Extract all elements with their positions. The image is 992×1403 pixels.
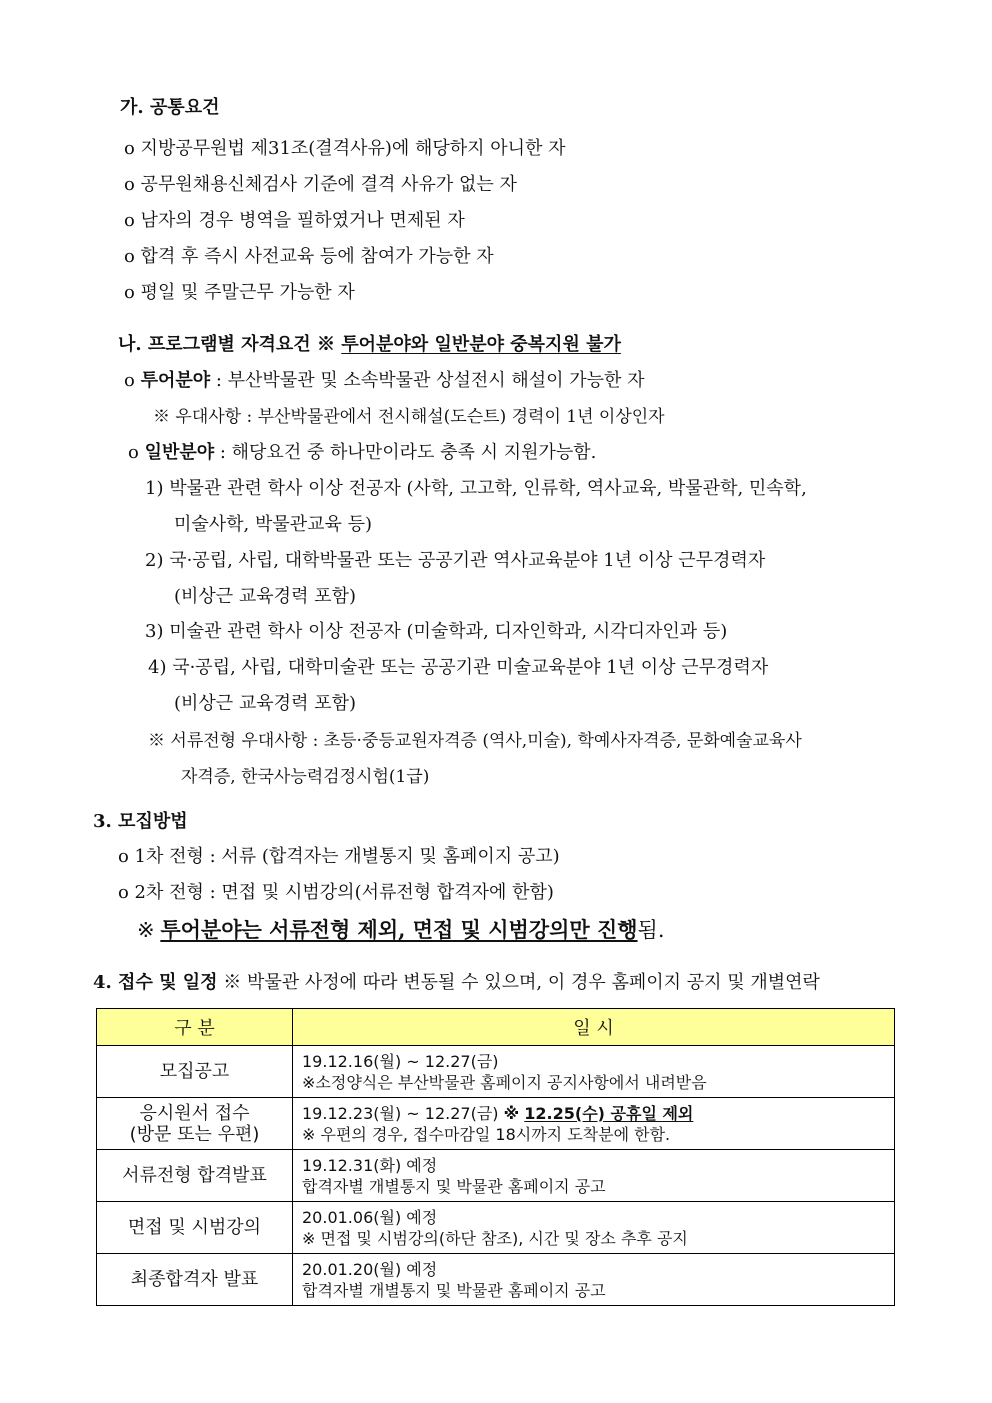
- table-row: [97, 1098, 895, 1150]
- section-3-title: 3. 모집방법: [93, 811, 188, 832]
- row-detail: [293, 1150, 895, 1202]
- list-item: (비상근 교육경력 포함): [174, 693, 356, 714]
- table-row: [97, 1202, 895, 1254]
- row-detail-line1: 19.12.31(화) 예정: [302, 1155, 438, 1175]
- row-detail-line2: ※ 면접 및 시범강의(하단 참조), 시간 및 장소 추후 공지: [302, 1228, 688, 1248]
- tour-text: : 부산박물관 및 소속박물관 상설전시 해설이 가능한 자: [215, 370, 645, 391]
- list-item: o 공무원채용신체검사 기준에 결격 사유가 없는 자: [124, 174, 517, 195]
- row-detail-line1: 20.01.06(월) 예정: [302, 1207, 438, 1227]
- table-row: [97, 1150, 895, 1202]
- row-detail-line1: 19.12.16(월) ~ 12.27(금): [302, 1051, 499, 1071]
- row-detail: [293, 1254, 895, 1306]
- section-3-note-main: 투어분야는 서류전형 제외, 면접 및 시범강의만 진행: [160, 917, 638, 942]
- tour-requirement: [124, 369, 645, 393]
- list-item: o 지방공무원법 제31조(결격사유)에 해당하지 아니한 자: [124, 138, 566, 159]
- row-detail: [293, 1202, 895, 1254]
- holiday-note: 12.25(수) 공휴일 제외: [524, 1103, 694, 1123]
- list-item: 자격증, 한국사능력검정시험(1급): [181, 767, 430, 787]
- row-label: 최종합격자 발표: [97, 1254, 293, 1306]
- table-row: [97, 1254, 895, 1306]
- list-item: o 1차 전형 : 서류 (합격자는 개별통지 및 홈페이지 공고): [118, 846, 560, 867]
- row-detail: [293, 1046, 895, 1098]
- schedule-table: [96, 1008, 895, 1306]
- section-3-note: [137, 916, 665, 946]
- list-item: o 합격 후 즉시 사전교육 등에 참여가 가능한 자: [124, 246, 494, 267]
- general-requirement: [128, 441, 596, 465]
- note-mark: ※: [316, 334, 335, 355]
- list-item: o 2차 전형 : 면접 및 시범강의(서류전형 합격자에 한함): [118, 882, 554, 903]
- general-label: 일반분야: [144, 442, 215, 463]
- tour-label: 투어분야: [140, 370, 211, 391]
- tour-preference: ※ 우대사항 : 부산박물관에서 전시해설(도슨트) 경력이 1년 이상인자: [153, 407, 665, 427]
- list-item: 미술사학, 박물관교육 등): [174, 514, 373, 535]
- section-na-title: [118, 333, 621, 357]
- section-4-title: 4. 접수 및 일정: [93, 972, 218, 993]
- row-detail-line2: 합격자별 개별통지 및 박물관 홈페이지 공고: [302, 1280, 606, 1300]
- row-label: 모집공고: [97, 1046, 293, 1098]
- section-4-heading: [93, 971, 820, 995]
- list-item: o 남자의 경우 병역을 필하였거나 면제된 자: [124, 210, 465, 231]
- list-item: (비상근 교육경력 포함): [174, 586, 356, 607]
- list-item: 1) 박물관 관련 학사 이상 전공자 (사학, 고고학, 인류학, 역사교육, 박물관학, 민속학,: [145, 478, 807, 499]
- row-label-line1: 응시원서 접수: [139, 1102, 250, 1124]
- section-na-note: 투어분야와 일반분야 중복지원 불가: [341, 334, 621, 355]
- row-label: [97, 1098, 293, 1150]
- table-header-datetime: 일 시: [293, 1009, 895, 1046]
- section-ga-title: 가. 공통요건: [120, 97, 220, 118]
- section-4-note: ※ 박물관 사정에 따라 변동될 수 있으며, 이 경우 홈페이지 공지 및 개별연락: [223, 972, 820, 993]
- table-header-category: 구 분: [97, 1009, 293, 1046]
- note-mark: ※: [137, 918, 155, 942]
- row-detail-line2: ※ 우편의 경우, 접수마감일 18시까지 도착분에 한함.: [302, 1124, 671, 1144]
- row-label: 서류전형 합격발표: [97, 1150, 293, 1202]
- list-item: 2) 국·공립, 사립, 대학박물관 또는 공공기관 역사교육분야 1년 이상 근무경력자: [145, 550, 766, 571]
- section-3-note-tail: 됨.: [637, 918, 665, 942]
- row-detail-line1: 20.01.20(월) 예정: [302, 1259, 438, 1279]
- row-detail-line2: 합격자별 개별통지 및 박물관 홈페이지 공고: [302, 1176, 606, 1196]
- row-detail-line2: ※소정양식은 부산박물관 홈페이지 공지사항에서 내려받음: [302, 1072, 707, 1092]
- general-text: : 해당요건 중 하나만이라도 충족 시 지원가능함.: [219, 442, 597, 463]
- table-header-row: [97, 1009, 895, 1046]
- table-row: [97, 1046, 895, 1098]
- note-mark: ※: [503, 1103, 520, 1123]
- list-item: ※ 서류전형 우대사항 : 초등·중등교원자격증 (역사,미술), 학예사자격증, 문화예술교육사: [148, 731, 802, 751]
- list-item: 3) 미술관 관련 학사 이상 전공자 (미술학과, 디자인학과, 시각디자인과 등): [145, 621, 728, 642]
- row-detail-date: 19.12.23(월) ~ 12.27(금): [302, 1103, 499, 1123]
- bullet: o: [124, 370, 135, 391]
- row-label: 면접 및 시범강의: [97, 1202, 293, 1254]
- list-item: o 평일 및 주말근무 가능한 자: [124, 282, 355, 303]
- list-item: 4) 국·공립, 사립, 대학미술관 또는 공공기관 미술교육분야 1년 이상 근무경력자: [148, 657, 769, 678]
- row-detail: [293, 1098, 895, 1150]
- row-detail-line1: [302, 1103, 894, 1124]
- row-label-line2: (방문 또는 우편): [129, 1123, 260, 1145]
- bullet: o: [128, 442, 139, 463]
- section-na-title-text: 나. 프로그램별 자격요건: [118, 334, 311, 355]
